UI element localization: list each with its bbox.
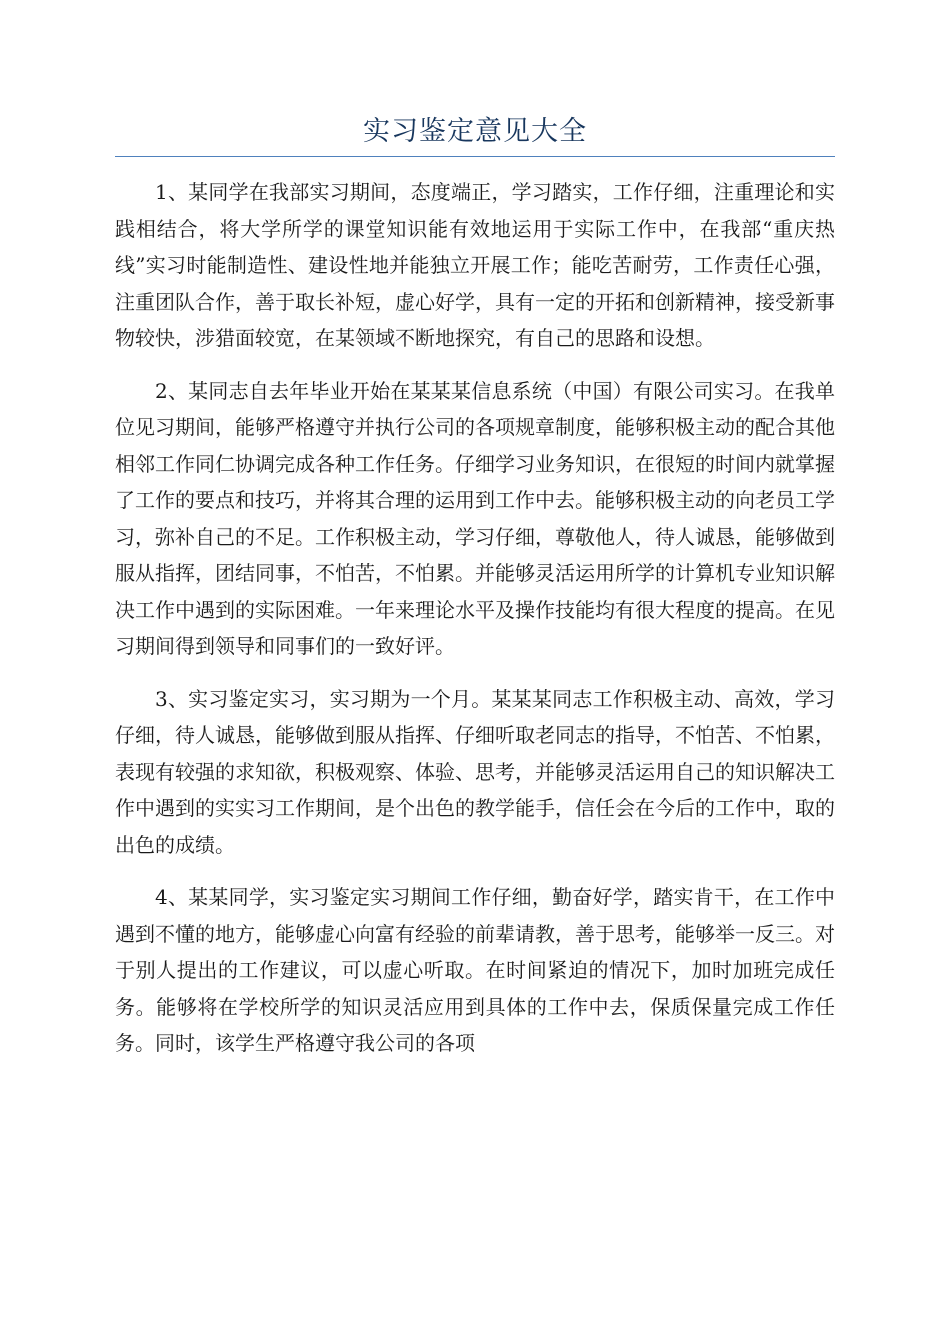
paragraph-4: 4、某某同学，实习鉴定实习期间工作仔细，勤奋好学，踏实肯干，在工作中遇到不懂的地方，能够虚心向富有经验的前辈请教，善于思考，能够举一反三。对于别人提出的工作建议，可以虚心听取。在时间紧迫的情况下，加时加班完成任务。能够将在学校所学的知识灵活应用到具体的工作中去，保质保量完成工作任务。同时，该学生严格遵守我公司的各项 [115, 885, 835, 1055]
paragraph-1: 1、某同学在我部实习期间，态度端正，学习踏实，工作仔细，注重理论和实践相结合，将大学所学的课堂知识能有效地运用于实际工作中，在我部“重庆热线”实习时能制造性、建设性地并能独立开展工作；能吃苦耐劳，工作责任心强，注重团队合作，善于取长补短，虚心好学，具有一定的开拓和创新精神，接受新事物较快，涉猎面较宽，在某领域不断地探究，有自己的思路和设想。 [115, 180, 835, 350]
document-body [115, 174, 835, 1078]
title-bar [115, 112, 835, 157]
document-title: 实习鉴定意见大全 [363, 116, 587, 147]
paragraph-3: 3、实习鉴定实习，实习期为一个月。某某某同志工作积极主动、高效，学习仔细，待人诚恳，能够做到服从指挥、仔细听取老同志的指导，不怕苦、不怕累，表现有较强的求知欲，积极观察、体验、思考，并能够灵活运用自己的知识解决工作中遇到的实实习工作期间，是个出色的教学能手，信任会在今后的工作中，取的出色的成绩。 [115, 686, 835, 857]
paragraph-2: 2、某同志自去年毕业开始在某某某信息系统（中国）有限公司实习。在我单位见习期间，能够严格遵守并执行公司的各项规章制度，能够积极主动的配合其他相邻工作同仁协调完成各种工作任务。仔细学习业务知识，在很短的时间内就掌握了工作的要点和技巧，并将其合理的运用到工作中去。能够积极主动的向老员工学习，弥补自己的不足。工作积极主动，学习仔细，尊敬他人，待人诚恳，能够做到服从指挥，团结同事，不怕苦，不怕累。并能够灵活运用所学的计算机专业知识解决工作中遇到的实际困难。一年来理论水平及操作技能均有很大程度的提高。在见习期间得到领导和同事们的一致好评。 [115, 378, 835, 658]
